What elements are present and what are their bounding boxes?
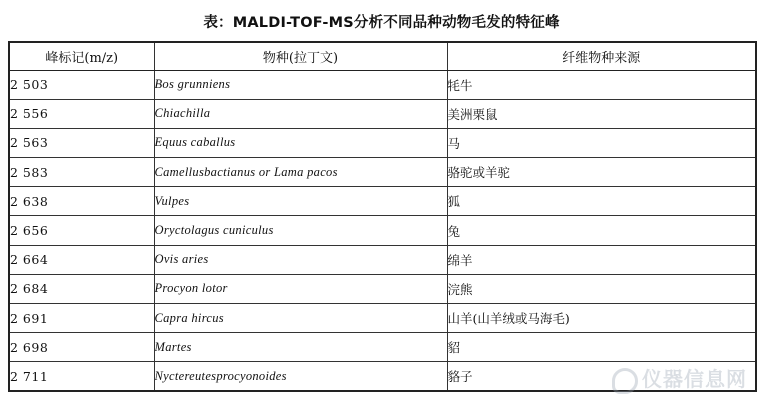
cell-fiber-source: 绵羊	[447, 245, 756, 274]
table-row	[9, 70, 756, 99]
cell-species: Nyctereutesprocyonoides	[154, 362, 447, 391]
cell-peak-mz: 2 698	[9, 333, 154, 362]
cell-species: Capra hircus	[154, 304, 447, 333]
watermark	[612, 363, 747, 394]
cell-species: Ovis aries	[154, 245, 447, 274]
table-row	[9, 99, 756, 128]
cell-species: Equus caballus	[154, 128, 447, 157]
cell-fiber-source: 貉子	[447, 362, 756, 391]
cell-species: Procyon lotor	[154, 274, 447, 303]
page-title: 表：MALDI-TOF-MS分析不同品种动物毛发的特征峰	[203, 15, 560, 31]
cell-peak-mz: 2 711	[9, 362, 154, 391]
cell-peak-mz: 2 664	[9, 245, 154, 274]
cell-peak-mz: 2 656	[9, 216, 154, 245]
table-header-row	[9, 42, 756, 70]
cell-fiber-source: 貂	[447, 333, 756, 362]
cell-species: Chiachilla	[154, 99, 447, 128]
table-row	[9, 274, 756, 303]
cell-peak-mz: 2 556	[9, 99, 154, 128]
table-row	[9, 245, 756, 274]
header-species: 物种(拉丁文)	[154, 42, 447, 70]
table-row	[9, 187, 756, 216]
table-row	[9, 128, 756, 157]
cell-fiber-source: 狐	[447, 187, 756, 216]
cell-fiber-source: 美洲栗鼠	[447, 99, 756, 128]
watermark-logo-icon	[612, 368, 638, 394]
table-row	[9, 333, 756, 362]
cell-peak-mz: 2 503	[9, 70, 154, 99]
header-peak-mz: 峰标记(m/z)	[9, 42, 154, 70]
cell-fiber-source: 骆驼或羊驼	[447, 158, 756, 187]
cell-peak-mz: 2 583	[9, 158, 154, 187]
cell-species: Vulpes	[154, 187, 447, 216]
table-row	[9, 304, 756, 333]
cell-fiber-source: 兔	[447, 216, 756, 245]
cell-species: Martes	[154, 333, 447, 362]
cell-fiber-source: 山羊(山羊绒或马海毛)	[447, 304, 756, 333]
cell-peak-mz: 2 638	[9, 187, 154, 216]
cell-species: Camellusbactianus or Lama pacos	[154, 158, 447, 187]
watermark-text: 仪器信息网	[642, 367, 747, 391]
cell-fiber-source: 浣熊	[447, 274, 756, 303]
table-row	[9, 158, 756, 187]
cell-peak-mz: 2 684	[9, 274, 154, 303]
cell-species: Oryctolagus cuniculus	[154, 216, 447, 245]
table-row	[9, 216, 756, 245]
cell-species: Bos grunniens	[154, 70, 447, 99]
cell-fiber-source: 马	[447, 128, 756, 157]
header-fiber-source: 纤维物种来源	[447, 42, 756, 70]
cell-peak-mz: 2 563	[9, 128, 154, 157]
peaks-table	[8, 41, 757, 392]
cell-peak-mz: 2 691	[9, 304, 154, 333]
cell-fiber-source: 牦牛	[447, 70, 756, 99]
